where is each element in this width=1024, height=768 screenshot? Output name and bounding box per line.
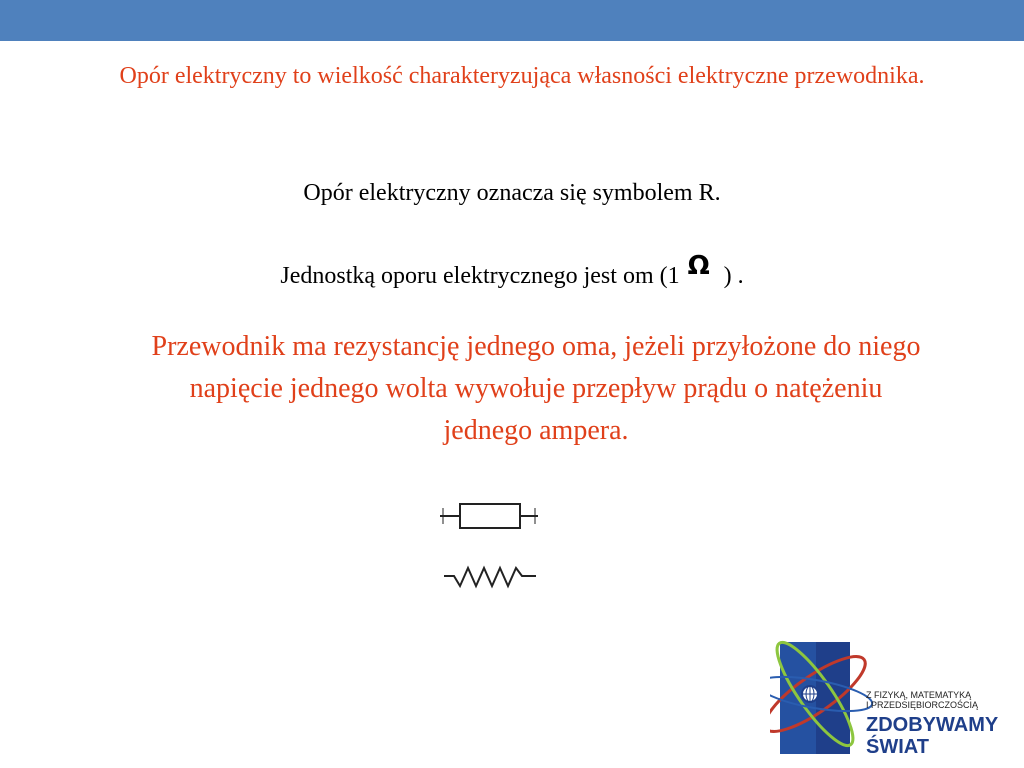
ohm-symbol-glyph: Ω: [687, 251, 710, 281]
ohm-definition-text: Przewodnik ma rezystancję jednego oma, jeżeli przyłożone do niego napięcie jednego wolta wywołuje przepływ prądu o natężeniu jednego ampera.: [151, 331, 921, 446]
ohm-symbol: [682, 251, 722, 286]
logo-line1: Z FIZYKĄ, MATEMATYKĄ: [866, 690, 972, 700]
resistor-zigzag-symbol-icon: [440, 562, 540, 592]
unit-sentence-suffix: ) .: [723, 263, 744, 289]
logo-line3: ZDOBYWAMY: [866, 714, 999, 736]
unit-sentence: [0, 251, 1024, 294]
symbol-sentence: Opór elektryczny oznacza się symbolem R.: [303, 180, 721, 206]
resistor-rectangle-symbol-icon: [440, 498, 540, 534]
definition-text: Opór elektryczny to wielkość charakteryzująca własności elektryczne przewodnika.: [119, 63, 925, 89]
logo-line4: ŚWIAT: [866, 736, 929, 758]
atom-globe-logo: [770, 622, 1024, 762]
unit-sentence-prefix: Jednostką oporu elektrycznego jest om (1: [280, 263, 680, 289]
logo-line2: I PRZEDSIĘBIORCZOŚCIĄ: [866, 700, 979, 710]
top-bar: [0, 0, 1024, 41]
